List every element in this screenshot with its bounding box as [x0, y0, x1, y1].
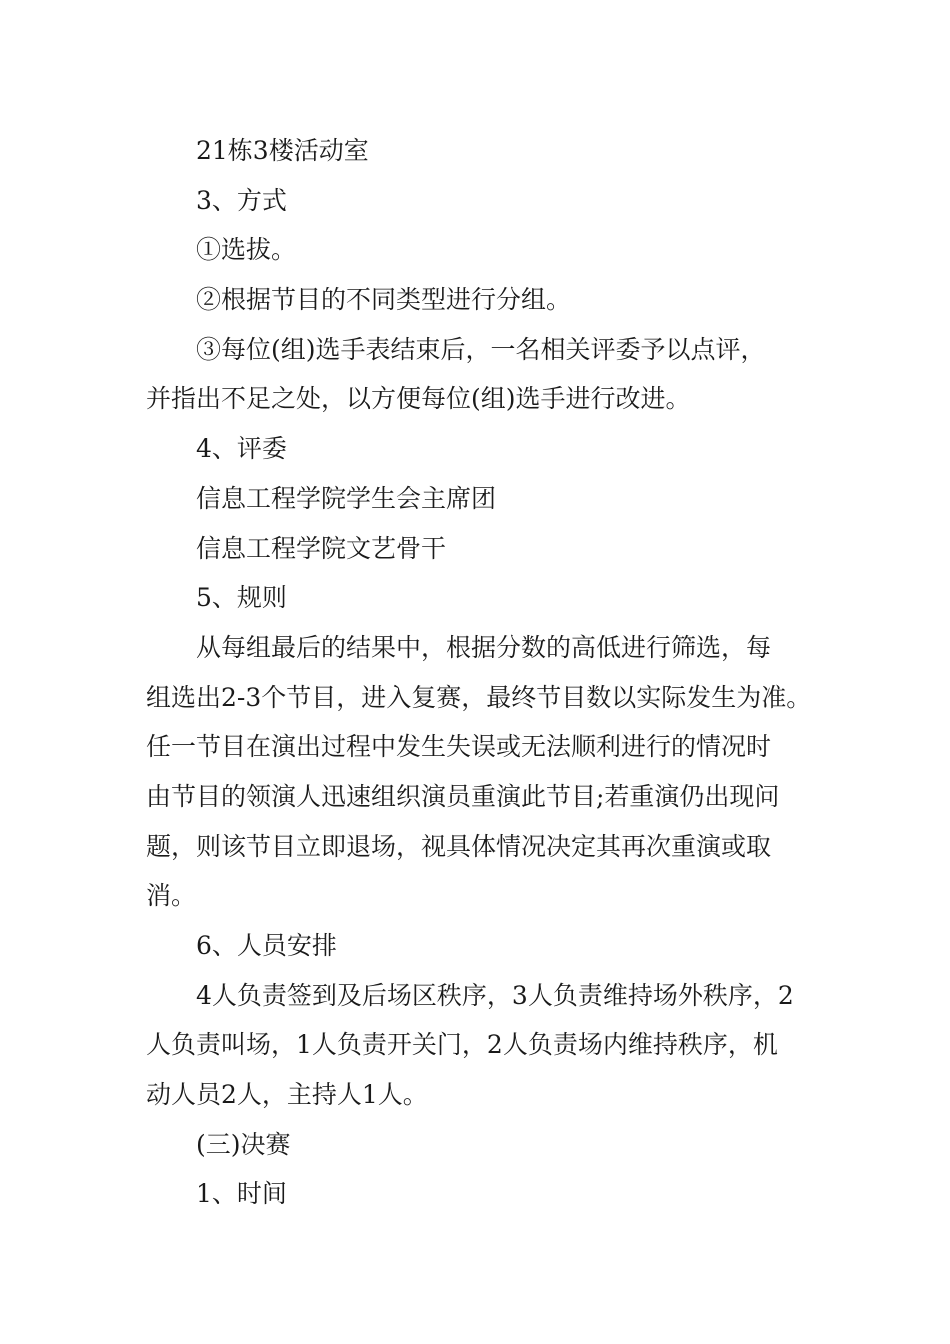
- heading-judges: 4、评委: [196, 434, 287, 464]
- list-item-review: ③每位(组)选手表结束后，一名相关评委予以点评，: [196, 334, 766, 364]
- rules-paragraph-line: 题，则该节目立即退场，视具体情况决定其再次重演或取: [146, 831, 772, 861]
- judges-item-1: 信息工程学院学生会主席团: [196, 483, 497, 513]
- list-item-grouping: ②根据节目的不同类型进行分组。: [196, 285, 572, 315]
- rules-paragraph-line: 消。: [146, 881, 197, 911]
- heading-time: 1、时间: [196, 1179, 287, 1209]
- list-item-selection: ①选拔。: [196, 235, 297, 265]
- judges-item-2: 信息工程学院文艺骨干: [196, 533, 447, 563]
- heading-staffing: 6、人员安排: [196, 931, 337, 960]
- staffing-paragraph-line: 4人负责签到及后场区秩序，3人负责维持场外秩序，2: [196, 980, 794, 1010]
- staffing-paragraph-line: 动人员2人，主持人1人。: [146, 1080, 428, 1110]
- heading-rules: 5、规则: [196, 583, 287, 613]
- rules-paragraph-line: 从每组最后的结果中，根据分数的高低进行筛选，每: [196, 632, 772, 662]
- staffing-paragraph-line: 人负责叫场，1人负责开关门，2人负责场内维持秩序，机: [146, 1030, 778, 1060]
- rules-paragraph-line: 任一节目在演出过程中发生失误或无法顺利进行的情况时: [146, 732, 772, 762]
- rules-paragraph-line: 组选出2-3个节目，进入复赛，最终节目数以实际发生为准。: [146, 682, 812, 712]
- heading-finals: (三)决赛: [196, 1129, 291, 1159]
- text-line-location: 21栋3楼活动室: [196, 136, 369, 165]
- heading-method: 3、方式: [196, 185, 287, 215]
- document-body: [146, 126, 810, 1219]
- rules-paragraph-line: 由节目的领演人迅速组织演员重演此节目;若重演仍出现问: [146, 781, 780, 811]
- list-item-review-cont: 并指出不足之处，以方便每位(组)选手进行改进。: [146, 384, 691, 414]
